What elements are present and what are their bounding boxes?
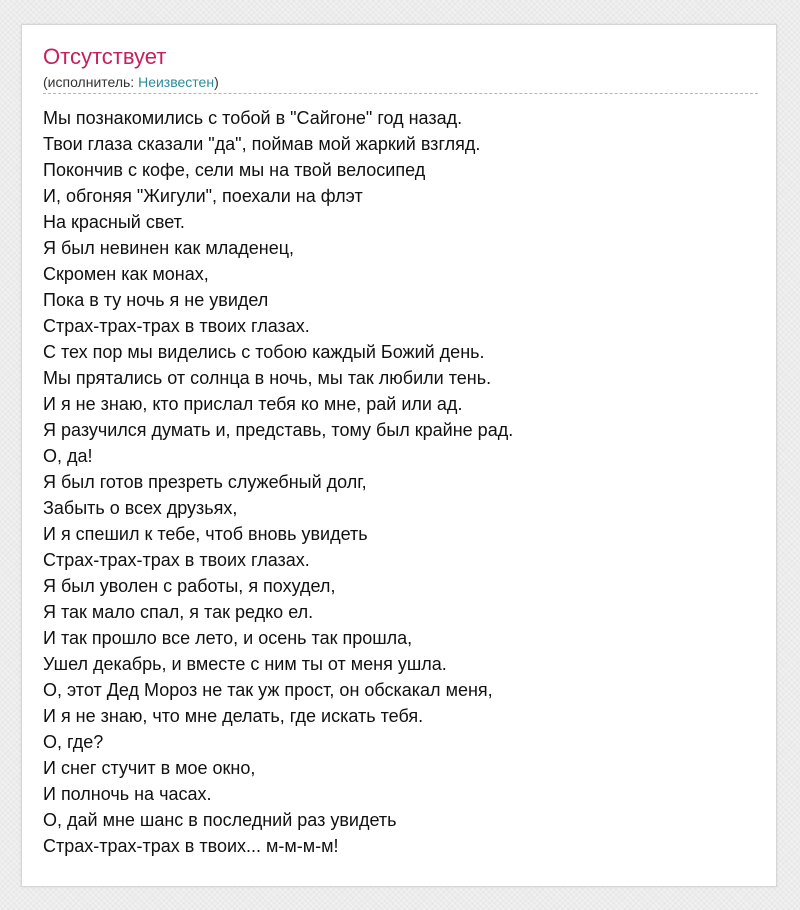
lyric-line: Твои глаза сказали "да", поймав мой жаркий взгляд. bbox=[43, 134, 481, 154]
lyric-line: Я был готов презреть служебный долг, bbox=[43, 472, 367, 492]
lyric-line: Я разучился думать и, представь, тому был крайне рад. bbox=[43, 420, 514, 440]
lyric-line: И я не знаю, кто прислал тебя ко мне, рай или ад. bbox=[43, 394, 463, 414]
song-title: Отсутствует bbox=[43, 44, 167, 69]
lyric-line: О, да! bbox=[43, 446, 93, 466]
lyric-line: Скромен как монах, bbox=[43, 264, 209, 284]
lyric-line: Ушел декабрь, и вместе с ним ты от меня ушла. bbox=[43, 654, 447, 674]
lyric-line: И я спешил к тебе, чтоб вновь увидеть bbox=[43, 524, 368, 544]
lyric-line: Покончив с кофе, сели мы на твой велосипед bbox=[43, 160, 426, 180]
lyric-line: Страх-трах-трах в твоих глазах. bbox=[43, 316, 310, 336]
performer-link[interactable]: Неизвестен bbox=[138, 74, 215, 90]
lyric-line: О, этот Дед Мороз не так уж прост, он обскакал меня, bbox=[43, 680, 493, 700]
lyric-line: На красный свет. bbox=[43, 212, 185, 232]
lyric-line: И так прошло все лето, и осень так прошла, bbox=[43, 628, 413, 648]
lyric-line: О, дай мне шанс в последний раз увидеть bbox=[43, 810, 397, 830]
lyric-line: Забыть о всех друзьях, bbox=[43, 498, 238, 518]
lyric-line: Я был уволен с работы, я похудел, bbox=[43, 576, 336, 596]
performer-prefix: (исполнитель: bbox=[43, 74, 139, 90]
lyric-line: И, обгоняя "Жигули", поехали на флэт bbox=[43, 186, 363, 206]
lyric-line: Страх-трах-трах в твоих... м-м-м-м! bbox=[43, 836, 339, 856]
lyrics-card bbox=[21, 24, 777, 887]
lyric-line: Страх-трах-трах в твоих глазах. bbox=[43, 550, 310, 570]
lyric-line: И полночь на часах. bbox=[43, 784, 212, 804]
lyric-line: И снег стучит в мое окно, bbox=[43, 758, 256, 778]
lyric-line: Мы прятались от солнца в ночь, мы так любили тень. bbox=[43, 368, 492, 388]
lyric-line: О, где? bbox=[43, 732, 104, 752]
lyric-line: Я был невинен как младенец, bbox=[43, 238, 295, 258]
lyric-line: С тех пор мы виделись с тобою каждый Божий день. bbox=[43, 342, 485, 362]
performer-line bbox=[43, 73, 219, 91]
performer-suffix: ) bbox=[214, 74, 219, 90]
lyric-line: Я так мало спал, я так редко ел. bbox=[43, 602, 314, 622]
lyric-line: И я не знаю, что мне делать, где искать тебя. bbox=[43, 706, 424, 726]
lyrics-text bbox=[43, 105, 763, 859]
lyric-line: Пока в ту ночь я не увидел bbox=[43, 290, 269, 310]
lyric-line: Мы познакомились с тобой в "Сайгоне" год назад. bbox=[43, 108, 463, 128]
title-divider bbox=[43, 93, 758, 94]
